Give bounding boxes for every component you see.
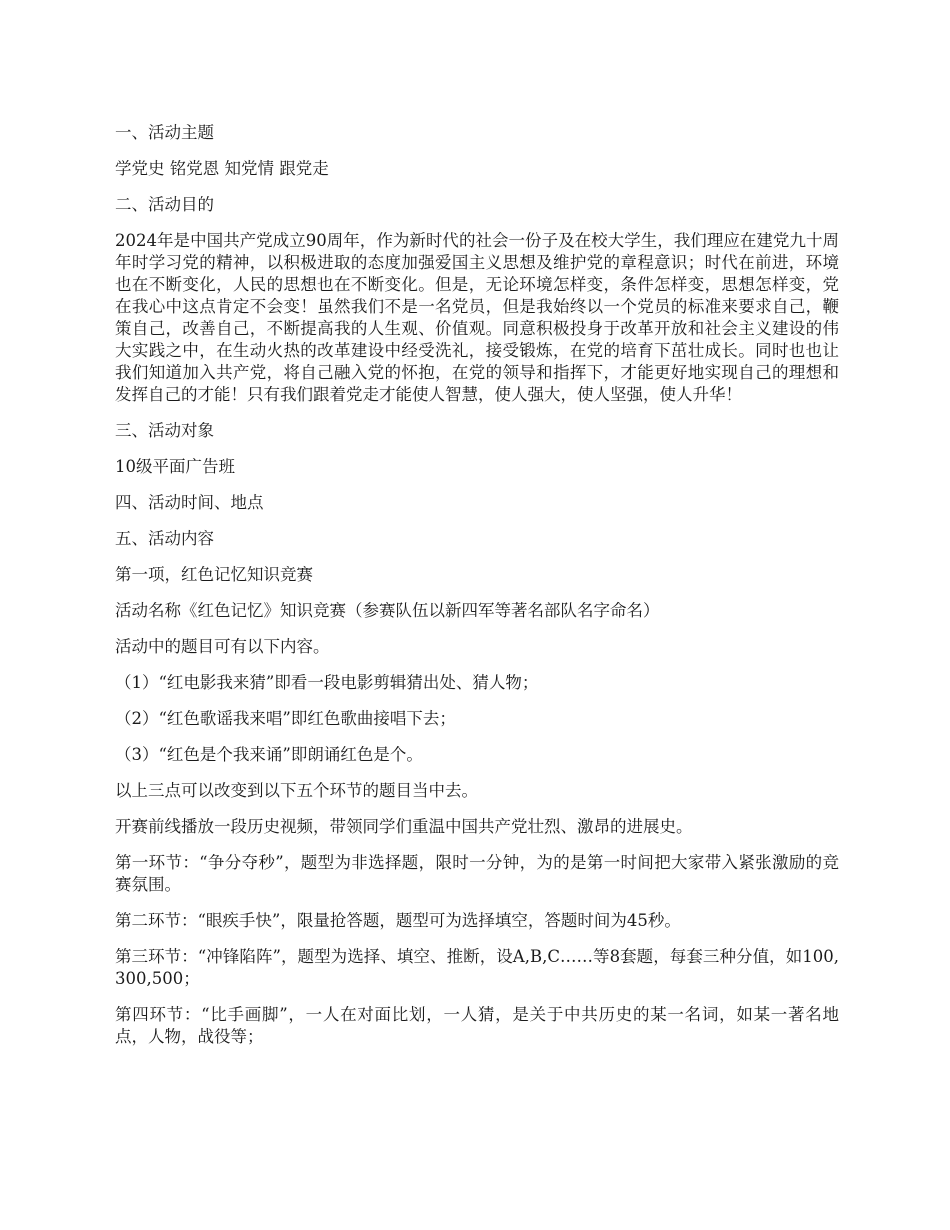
list-item: （2）“红色歌谣我来唱”即红色歌曲接唱下去； <box>115 709 456 728</box>
list-item: （3）“红色是个我来诵”即朗诵红色是个。 <box>115 745 423 764</box>
transition-text: 以上三点可以改变到以下五个环节的题目当中去。 <box>115 781 478 800</box>
heading-activity-theme: 一、活动主题 <box>115 123 214 142</box>
theme-text: 学党史 铭党恩 知党情 跟党走 <box>115 159 329 178</box>
purpose-paragraph: 2024年是中国共产党成立90周年，作为新时代的社会一份子及在校大学生，我们理应在建党九十周年时学习党的精神，以积极进取的态度加强爱国主义思想及维护党的章程意识；时代在前进，环境也在不断变化，人民的思想也在不断变化。但是，无论环境怎样变，条件怎样变，思想怎样变，党在我心中这点肯定不会变！虽然我们不是一名党员，但是我始终以一个党员的标准来要求自己，鞭策自己，改善自己，不断提高我的人生观、价值观。同意积极投身于改革开放和社会主义建设的伟大实践之中，在生动火热的改革建设中经受洗礼，接受锻炼，在党的培育下茁壮成长。同时也也让我们知道加入共产党，将自己融入党的怀抱，在党的领导和指挥下，才能更好地实现自己的理想和发挥自己的才能！只有我们跟着党走才能使人智慧，使人强大，使人坚强，使人升华！ <box>115 231 839 404</box>
target-text: 10级平面广告班 <box>115 457 235 476</box>
heading-activity-content: 五、活动内容 <box>115 529 214 548</box>
item-one-heading: 第一项，红色记忆知识竞赛 <box>115 565 313 584</box>
round-one-text: 第一环节：“争分夺秒”，题型为非选择题，限时一分钟，为的是第一时间把大家带入紧张激励的竞赛氛围。 <box>115 853 839 894</box>
list-item: （1）“红电影我来猜”即看一段电影剪辑猜出处、猜人物； <box>115 673 539 692</box>
activity-name: 活动名称《红色记忆》知识竞赛（参赛队伍以新四军等著名部队名字命名） <box>115 601 660 620</box>
round-two-text: 第二环节：“眼疾手快”，限量抢答题，题型可为选择填空，答题时间为45秒。 <box>115 911 681 930</box>
heading-activity-time-place: 四、活动时间、地点 <box>115 493 264 512</box>
heading-activity-target: 三、活动对象 <box>115 421 214 440</box>
heading-activity-purpose: 二、活动目的 <box>115 195 214 214</box>
round-three-text: 第三环节：“冲锋陷阵”，题型为选择、填空、推断，设A,B,C……等8套题，每套三种分值，如100,300,500； <box>115 947 839 988</box>
question-intro: 活动中的题目可有以下内容。 <box>115 637 330 656</box>
round-four-text: 第四环节：“比手画脚”，一人在对面比划，一人猜，是关于中共历史的某一名词，如某一著名地点，人物，战役等； <box>115 1005 839 1046</box>
document-body <box>115 122 839 1062</box>
opening-video-text: 开赛前线播放一段历史视频，带领同学们重温中国共产党壮烈、激昂的进展史。 <box>115 817 693 836</box>
